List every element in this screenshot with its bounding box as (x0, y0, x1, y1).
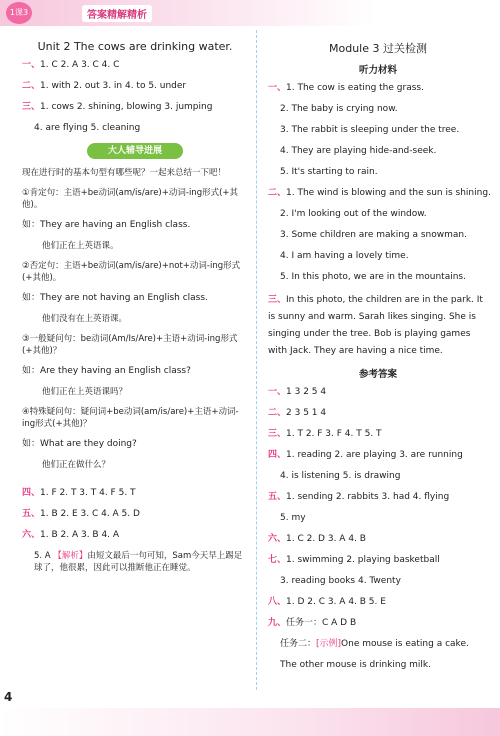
example: 如：What are they doing? (22, 439, 137, 449)
script-line: 3. The rabbit is sleeping under the tree. (280, 125, 460, 135)
script-line: 3. Some children are making a snowman. (280, 230, 467, 240)
script-line: 2. I'm looking out of the window. (280, 209, 427, 219)
example-translation: 他们正在做什么？ (42, 460, 111, 470)
unit-title: Unit 2 The cows are drinking water. (37, 40, 233, 53)
section-number: 四、 (268, 450, 287, 460)
module-title: Module 3 过关检测 (329, 42, 427, 55)
answer-line: 1. with 2. out 3. in 4. to 5. under (40, 81, 187, 91)
script-line: 1. The wind is blowing and the sun is shining. (286, 188, 491, 198)
answers-heading: 参考答案 (358, 369, 397, 380)
answer-line: 任务一：C A D B (286, 618, 357, 628)
example-translation: 他们正在上英语课。 (42, 241, 119, 251)
section-number: 五、 (22, 509, 41, 519)
answer-line: 1. cows 2. shining, blowing 3. jumping (40, 102, 213, 112)
section-number: 二、 (22, 81, 41, 91)
grammar-rule: ③一般疑问句：be动词(Am/Is/Are)+主语+动词-ing形式(+其他)？ (22, 334, 238, 356)
section-number: 一、 (268, 387, 287, 397)
section-number: 九、 (268, 618, 287, 628)
section-number: 八、 (268, 597, 287, 607)
left-column (22, 30, 248, 582)
answer-line: 1. B 2. E 3. C 4. A 5. D (40, 509, 140, 519)
answer-line: 1. sending 2. rabbits 3. had 4. flying (286, 492, 450, 502)
script-paragraph: In this photo, the children are in the park. It is sunny and warm. Sarah likes singing. She is singing under the tree. Bob is playing games with Jack. They are having a nice time. (268, 295, 483, 356)
grammar-rule: ①肯定句：主语+be动词(am/is/are)+动词-ing形式(+其他)。 (22, 188, 239, 210)
answer-line: 1 3 2 5 4 (286, 387, 327, 397)
section-number: 三、 (268, 429, 287, 439)
tutor-banner: 大人辅导进展 (87, 143, 183, 159)
section-number: 一、 (22, 60, 41, 70)
answer-line: 4. is listening 5. is drawing (280, 471, 401, 481)
answer-line: 1. B 2. A 3. B 4. A (40, 530, 120, 540)
header-title: 答案精解精析 (82, 5, 152, 22)
section-number: 六、 (22, 530, 41, 540)
answer-lead: 任务二： (280, 639, 317, 649)
grammar-intro: 现在进行时的基本句型有哪些呢？一起来总结一下吧！ (22, 168, 227, 178)
section-number: 一、 (268, 83, 287, 93)
script-line: 5. It's starting to rain. (280, 167, 378, 177)
example-tag: [示例] (316, 639, 342, 649)
answer-line: 3. reading books 4. Twenty (280, 576, 401, 586)
answer-line: 1. C 2. D 3. A 4. B (286, 534, 366, 544)
section-number: 四、 (22, 488, 41, 498)
example: 如：They are not having an English class. (22, 293, 208, 303)
logo: 1课3练 (6, 2, 32, 24)
section-number: 五、 (268, 492, 287, 502)
section-number: 二、 (268, 408, 287, 418)
analysis-tag: 【解析】 (53, 551, 88, 561)
answer-line: 2 3 5 1 4 (286, 408, 327, 418)
answer-line: 4. are flying 5. cleaning (34, 123, 141, 133)
section-number: 二、 (268, 188, 287, 198)
answer-line: The other mouse is drinking milk. (280, 660, 432, 670)
answer-line: 1. F 2. T 3. T 4. F 5. T (40, 488, 136, 498)
section-number: 六、 (268, 534, 287, 544)
answer-line: 1. C 2. A 3. C 4. C (40, 60, 120, 70)
example-translation: 他们没有在上英语课。 (42, 314, 128, 324)
answer-line: 1. reading 2. are playing 3. are running (286, 450, 463, 460)
answer-line: One mouse is eating a cake. (341, 639, 469, 649)
script-line: 4. They are playing hide-and-seek. (280, 146, 437, 156)
column-divider (256, 30, 257, 690)
answer-lead: 5. A (34, 551, 54, 561)
header-bar (0, 0, 500, 39)
footer-bar (0, 708, 500, 736)
answer-line: 1. D 2. C 3. A 4. B 5. E (286, 597, 386, 607)
answer-line: 1. swimming 2. playing basketball (286, 555, 440, 565)
example: 如：They are having an English class. (22, 220, 191, 230)
script-line: 4. I am having a lovely time. (280, 251, 409, 261)
script-line: 1. The cow is eating the grass. (286, 83, 424, 93)
section-number: 七、 (268, 555, 287, 565)
page-number: 4 (4, 690, 13, 704)
section-number: 三、 (22, 102, 41, 112)
script-line: 2. The baby is crying now. (280, 104, 398, 114)
script-line: 5. In this photo, we are in the mountains. (280, 272, 466, 282)
right-column (268, 30, 491, 680)
example: 如：Are they having an English class? (22, 366, 191, 376)
grammar-rule: ④特殊疑问句：疑问词+be动词(am/is/are)+主语+动词-ing形式(+其他)？ (22, 407, 239, 429)
analysis-text: 由短文最后一句可知，Sam今天早上踢足球了，他很累，因此可以推断他正在睡觉。 (34, 551, 243, 573)
listening-heading: 听力材料 (358, 65, 397, 76)
grammar-rule: ②否定句：主语+be动词(am/is/are)+not+动词-ing形式(+其他)。 (22, 261, 241, 283)
answer-line: 5. my (280, 513, 306, 523)
example-translation: 他们正在上英语课吗？ (42, 387, 128, 397)
section-number: 三、 (268, 295, 287, 305)
answer-line: 1. T 2. F 3. F 4. T 5. T (286, 429, 382, 439)
